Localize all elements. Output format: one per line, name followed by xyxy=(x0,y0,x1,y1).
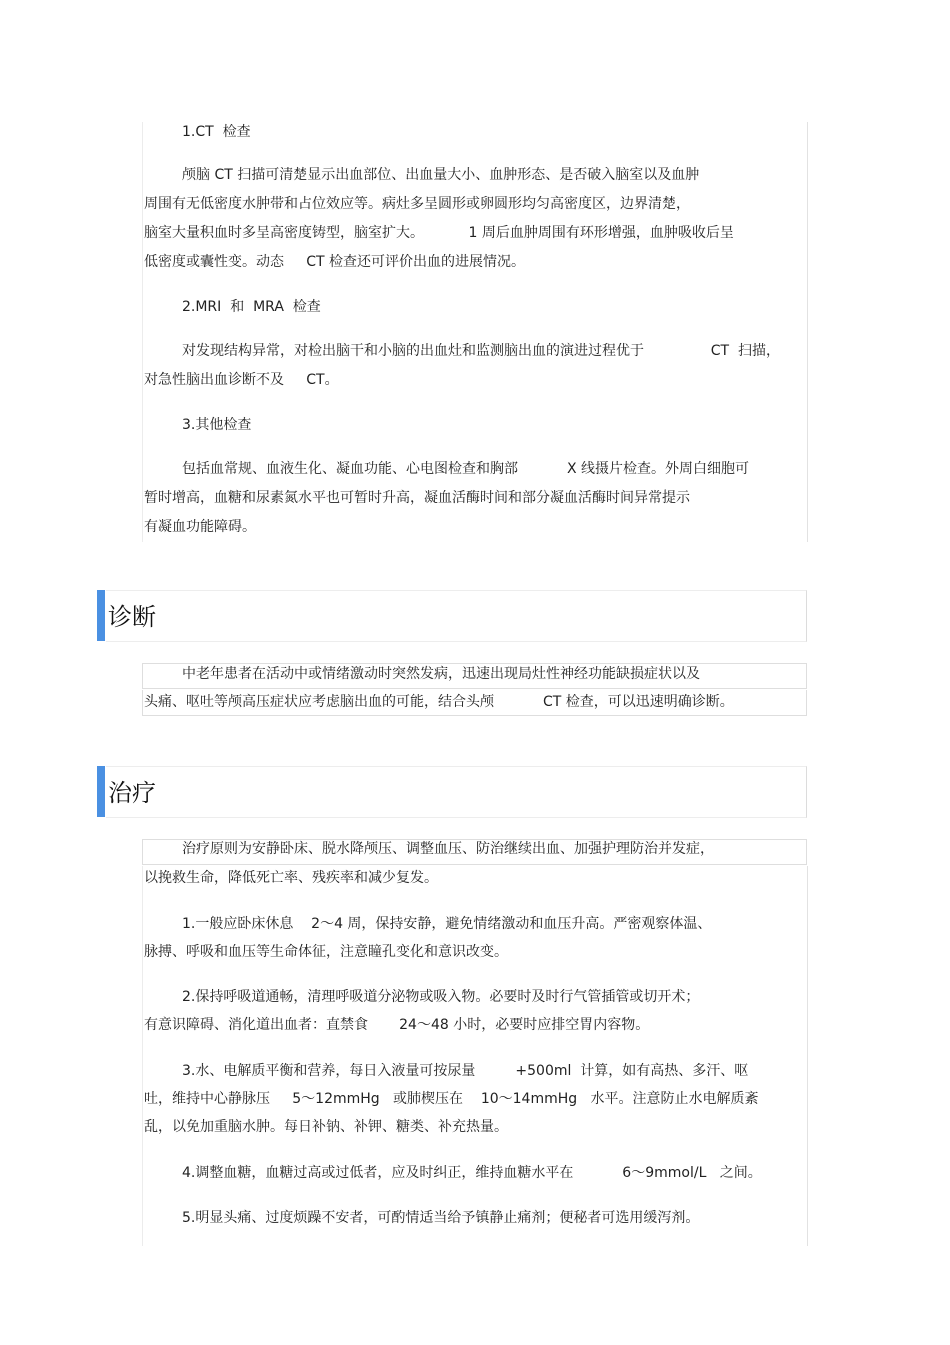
ct-exam-line-3: 脑室大量积血时多呈高密度铸型，脑室扩大。 1 周后血肿周围有环形增强，血肿吸收后呈 xyxy=(144,225,734,241)
treatment-principle-line-2: 以挽救生命，降低死亡率、残疾率和减少复发。 xyxy=(144,870,438,886)
treatment-item3-line-2: 吐，维持中心静脉压 5～12mmHg 或肺楔压在 10～14mmHg 水平。注意防止水电解质紊 xyxy=(144,1091,759,1107)
treatment-principle-line-1: 治疗原则为安静卧床、脱水降颅压、调整血压、防治继续出血、加强护理防治并发症， xyxy=(182,841,714,857)
treatment-item2-line-2: 有意识障碍、消化道出血者：直禁食 24～48 小时，必要时应排空胃内容物。 xyxy=(144,1017,650,1033)
treatment-heading-accent xyxy=(97,766,105,817)
ct-exam-line-2: 周围有无低密度水肿带和占位效应等。病灶多呈圆形或卵圆形均匀高密度区，边界清楚， xyxy=(144,196,690,212)
other-exam-line-3: 有凝血功能障碍。 xyxy=(144,519,256,535)
ct-exam-title: 1.CT 检查 xyxy=(182,124,251,140)
diagnosis-line-1: 中老年患者在活动中或情绪激动时突然发病，迅速出现局灶性神经功能缺损症状以及 xyxy=(182,666,700,682)
other-exam-line-2: 暂时增高，血糖和尿素氮水平也可暂时升高，凝血活酶时间和部分凝血活酶时间异常提示 xyxy=(144,490,690,506)
mri-exam-title: 2.MRI 和 MRA 检查 xyxy=(182,299,321,315)
other-exam-line-1: 包括血常规、血液生化、凝血功能、心电图检查和胸部 X 线摄片检查。外周白细胞可 xyxy=(182,461,749,477)
other-exam-title: 3.其他检查 xyxy=(182,417,252,433)
treatment-item3-line-3: 乱，以免加重脑水肿。每日补钠、补钾、糖类、补充热量。 xyxy=(144,1119,508,1135)
ct-exam-line-1: 颅脑 CT 扫描可清楚显示出血部位、出血量大小、血肿形态、是否破入脑室以及血肿 xyxy=(182,167,700,183)
treatment-item1-line-1: 1.一般应卧床休息 2～4 周，保持安静，避免情绪激动和血压升高。严密观察体温、 xyxy=(182,916,712,932)
mri-exam-line-2: 对急性脑出血诊断不及 CT。 xyxy=(144,372,339,388)
mri-exam-line-1: 对发现结构异常，对检出脑干和小脑的出血灶和监测脑出血的演进过程优于 CT 扫描， xyxy=(182,343,780,359)
treatment-heading-frame xyxy=(106,766,807,818)
treatment-item5-line: 5.明显头痛、过度烦躁不安者，可酌情适当给予镇静止痛剂；便秘者可选用缓泻剂。 xyxy=(182,1210,700,1226)
diagnosis-heading: 诊断 xyxy=(108,603,156,631)
treatment-item2-line-1: 2.保持呼吸道通畅，清理呼吸道分泌物或吸入物。必要时及时行气管插管或切开术； xyxy=(182,989,700,1005)
treatment-item3-line-1: 3.水、电解质平衡和营养，每日入液量可按尿量 +500ml 计算，如有高热、多汗、呕 xyxy=(182,1063,749,1079)
diagnosis-heading-accent xyxy=(97,590,105,641)
exam-section-frame xyxy=(142,122,808,542)
diagnosis-heading-frame xyxy=(106,590,807,642)
treatment-heading: 治疗 xyxy=(108,779,156,807)
diagnosis-line-2: 头痛、呕吐等颅高压症状应考虑脑出血的可能，结合头颅 CT 检查，可以迅速明确诊断。 xyxy=(144,694,734,710)
treatment-item1-line-2: 脉搏、呼吸和血压等生命体征，注意瞳孔变化和意识改变。 xyxy=(144,944,508,960)
treatment-item4-line: 4.调整血糖，血糖过高或过低者，应及时纠正，维持血糖水平在 6～9mmol/L 之间。 xyxy=(182,1165,762,1181)
ct-exam-line-4: 低密度或囊性变。动态 CT 检查还可评价出血的进展情况。 xyxy=(144,254,526,270)
